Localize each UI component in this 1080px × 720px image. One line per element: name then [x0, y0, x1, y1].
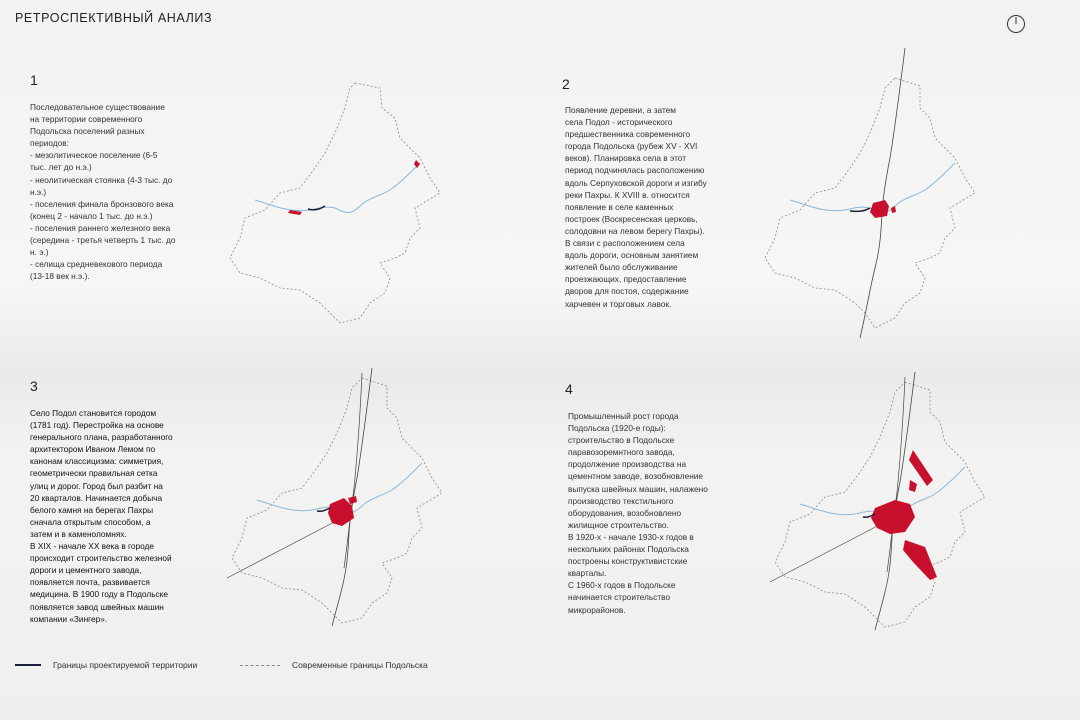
solid-line-icon	[15, 664, 41, 666]
railway	[344, 373, 362, 568]
panel-3-map	[222, 368, 452, 628]
panel-2-number: 2	[562, 76, 570, 92]
industrial-zone	[909, 450, 933, 486]
panel-2-text: Появление деревни, а затем села Подол - исторического предшественника современного города Подольска (рубеж XV - XVI веков). Планировка села в этот период подчинялась расположению вдоль Серпуховской дороги и изгибу реки Пахры. К XVIII в. относится появление в селе каменных построек (Воскресенская церковь, солодовни на левом берегу Пахры). В связи с расположением села вдоль дороги, основным занятием жителей было обслуживание проезжающих, предоставление дворов для постоя, содержание харчевен и торговых лавок.	[565, 105, 707, 309]
project-boundary	[308, 206, 325, 210]
panel-3-text: Село Подол становится городом (1781 год). Перестройка на основе генерального плана, разработанного архитектором Иваном Лемом по канонам классицизма: симметрия, геометрически правильная сетка улиц и дорог. Город был разбит на 20 кварталов. Начинается добыча белого камня на берегах Пахры сначала открытым способом, а затем и в каменоломнях. В XIX - начале XX века в городе происходит строительство железной дороги и цементного завода, появляется почта, развивается медицина. В 1900 году в Подольске появляется завод швейных машин компании «Зингер».	[30, 408, 173, 624]
settlement-area	[348, 496, 357, 504]
city-limits-outline	[232, 378, 442, 623]
legend-city-limits	[240, 660, 428, 670]
legend-project-boundary	[15, 660, 197, 670]
panel-1-map	[220, 78, 450, 328]
clock-logo-icon	[1006, 14, 1026, 34]
settlement-area	[414, 160, 420, 168]
legend-solid-label: Границы проектируемой территории	[53, 660, 198, 670]
panel-1-text: Последовательное существование на территории современного Подольска поселений разных периодов: - мезолитическое поселение (6-5 тыс. лет до н.э.) - неолитическая стоянка (4-3 тыс. до н.э.) - поселения финала бронзового века (конец 2 - начало 1 тыс. до н.э.) - поселения раннего железного века (середина - третья четверть 1 тыс. до н. э.) - селища средневекового периода (13-18 век н.э.).	[30, 102, 176, 282]
railway-branch	[227, 518, 342, 578]
settlement-area	[891, 206, 896, 213]
city-limits-outline	[230, 83, 440, 323]
page-title: РЕТРОСПЕКТИВНЫЙ АНАЛИЗ	[15, 11, 213, 25]
city-limits-outline	[775, 382, 985, 627]
river-pakhra	[255, 163, 420, 213]
panel-1-number: 1	[30, 72, 38, 88]
railway-branch	[770, 522, 885, 582]
panel-3-number: 3	[30, 378, 38, 394]
settlement-area	[909, 480, 917, 492]
panel-2-map	[755, 48, 985, 348]
panel-4-text: Промышленный рост города Подольска (1920-е годы): строительство в Подольске паравозоремнтного завода, продолжение производства на цементном заводе, возобновление выпуска швейных машин, налажено производство текстильного оборудования, возобновлено жилищное строительство. В 1920-х - начале 1930-х годов в нескольких районах Подольска построены конструктивистские кварталы. С 1960-х годов в Подольске начинается строительство микрорайонов.	[568, 411, 708, 615]
residential-quarter	[903, 540, 937, 580]
serpukhov-road	[860, 48, 905, 338]
settlement-area	[870, 200, 889, 218]
railway	[887, 377, 905, 572]
panel-4-map	[765, 372, 995, 632]
panel-4-number: 4	[565, 381, 573, 397]
settlement-area	[871, 500, 915, 534]
legend-dashed-label: Современные границы Подольска	[292, 660, 428, 670]
dashed-line-icon	[240, 665, 280, 666]
